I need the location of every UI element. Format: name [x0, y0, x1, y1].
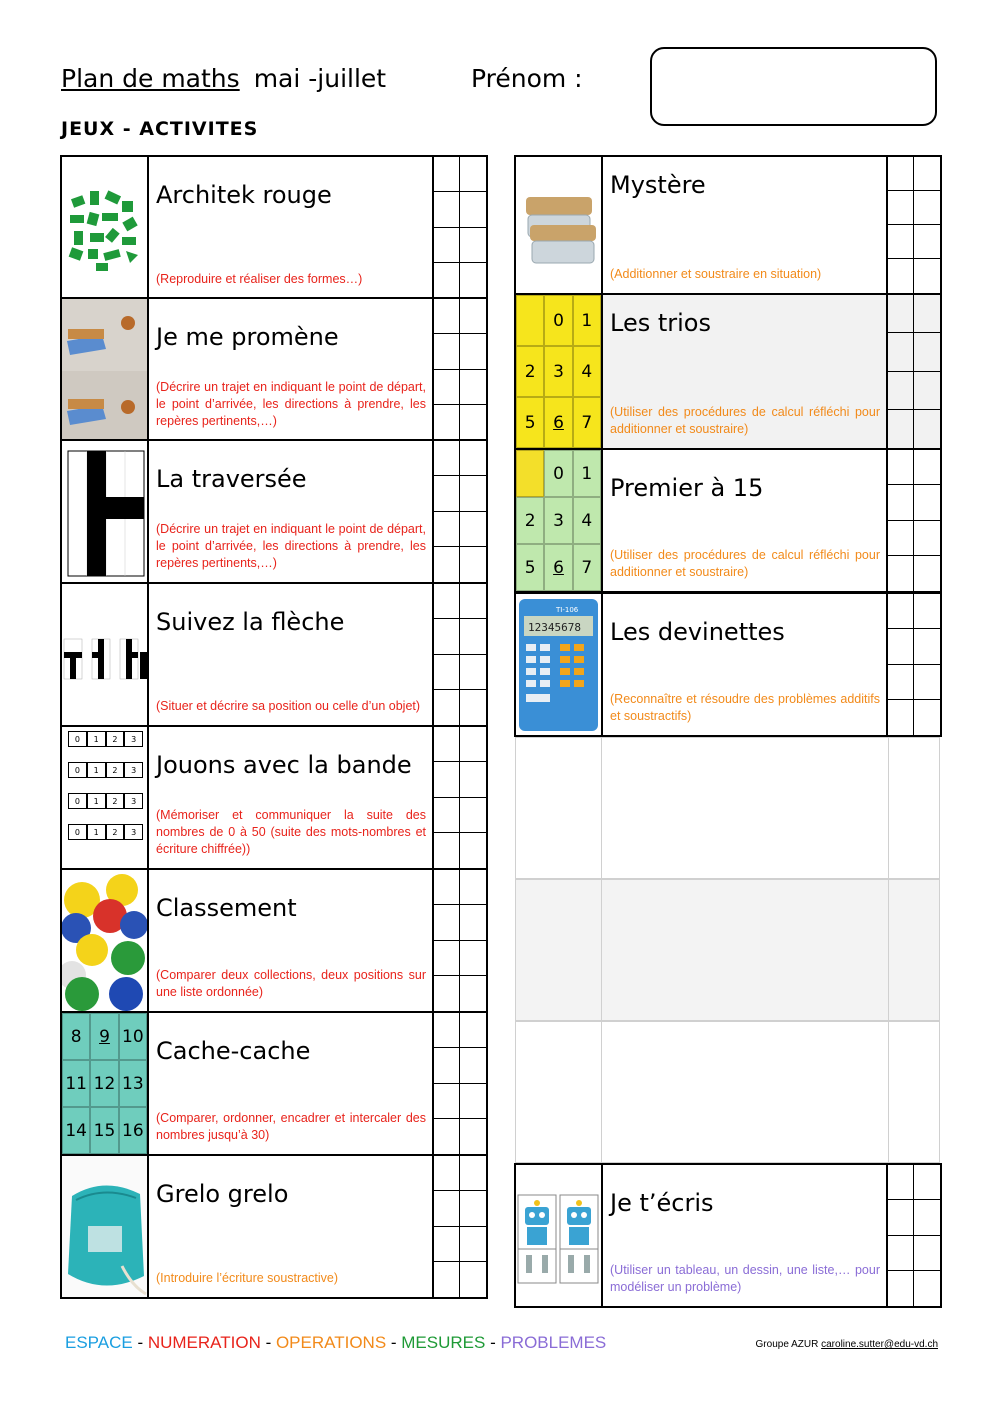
card-title: Les trios	[610, 309, 711, 337]
card-title: Je t’écris	[610, 1189, 714, 1217]
activity-card-devinettes	[514, 592, 942, 737]
checkbox-grid[interactable]	[432, 299, 486, 440]
card-title: Classement	[156, 894, 297, 922]
card-title: Les devinettes	[610, 618, 785, 646]
checkbox-grid[interactable]	[886, 295, 940, 448]
number-strip: 0 1 2 3	[68, 824, 143, 840]
card-description: (Reconnaître et résoudre des problèmes additifs et soustractifs)	[610, 692, 880, 723]
card-description: (Reproduire et réaliser des formes…)	[156, 272, 363, 286]
card-description: (Utiliser des procédures de calcul réfléchi pour additionner et soustraire)	[610, 548, 880, 579]
checkbox-grid[interactable]	[432, 157, 486, 298]
category-legend: ESPACE - NUMERATION - OPERATIONS - MESURES - PROBLEMES	[65, 1333, 607, 1352]
calculator-image	[516, 594, 603, 735]
card-description: (Comparer deux collections, deux positions sur une liste ordonnée)	[156, 968, 426, 999]
arrow-path-image	[62, 584, 149, 725]
prenom-label: Prénom :	[471, 64, 583, 93]
activity-card-premier-15	[514, 448, 942, 593]
green-blocks-image	[62, 157, 149, 298]
card-title: Suivez la flèche	[156, 608, 345, 636]
calculator-display: 12345678	[528, 621, 581, 634]
activity-card-je-tecris	[514, 1163, 942, 1308]
card-description: (Utiliser un tableau, un dessin, une liste,… pour modéliser un problème)	[610, 1263, 880, 1294]
calculator-brand: TI-106	[556, 606, 579, 614]
card-description: (Décrire un trajet en indiquant le point de départ, le point d’arrivée, les directions à prendre, les repères pertinents,…)	[156, 380, 426, 428]
checkbox-grid[interactable]	[432, 584, 486, 725]
empty-row	[515, 737, 940, 879]
activity-card-bande	[60, 725, 488, 870]
credit-email[interactable]: caroline.sutter@edu-vd.ch	[821, 1339, 938, 1350]
path-maze-image	[62, 441, 149, 582]
boxes-image	[516, 157, 603, 293]
card-title: Cache-cache	[156, 1037, 311, 1065]
number-strip: 0 1 2 3	[68, 731, 143, 747]
card-title: Architek rouge	[156, 181, 332, 209]
yellow-number-grid-image	[516, 295, 603, 448]
checkbox-grid[interactable]	[432, 1013, 486, 1154]
card-title: Je me promène	[156, 323, 339, 351]
card-description: (Additionner et soustraire en situation)	[610, 267, 822, 281]
activity-card-architek	[60, 155, 488, 300]
activity-card-classement	[60, 868, 488, 1013]
table-photo-image	[62, 299, 149, 440]
card-description: (Comparer, ordonner, encadrer et intercaler des nombres jusqu’à 30)	[156, 1111, 426, 1142]
legend-operations: OPERATIONS	[275, 1333, 387, 1352]
checkbox-grid[interactable]	[886, 1165, 940, 1306]
empty-row	[515, 1021, 940, 1163]
checkbox-grid[interactable]	[432, 727, 486, 868]
checkbox-grid[interactable]	[432, 1156, 486, 1297]
activity-card-fleche	[60, 582, 488, 727]
card-title: Jouons avec la bande	[156, 751, 412, 779]
checkbox-grid[interactable]	[886, 450, 940, 591]
legend-espace: ESPACE	[65, 1333, 133, 1352]
credit-group: Groupe AZUR	[755, 1339, 819, 1350]
activity-card-promene	[60, 297, 488, 442]
activity-card-traversee	[60, 439, 488, 584]
card-description: (Situer et décrire sa position ou celle d’un objet)	[156, 699, 421, 713]
title-months: mai -juillet	[253, 64, 387, 93]
prenom-input-box[interactable]	[650, 47, 937, 126]
title-main: Plan de maths	[61, 64, 240, 93]
legend-mesures: MESURES	[401, 1333, 486, 1352]
checkbox-grid[interactable]	[432, 870, 486, 1011]
empty-row	[515, 879, 940, 1021]
card-description: (Utiliser des procédures de calcul réfléchi pour additionner et soustraire)	[610, 405, 880, 436]
number-strip-image	[62, 727, 149, 868]
card-title: La traversée	[156, 465, 307, 493]
green-number-grid-image	[516, 450, 603, 591]
card-title: Premier à 15	[610, 474, 764, 502]
activity-card-mystere	[514, 155, 942, 295]
checkbox-grid[interactable]	[886, 157, 940, 293]
footer-credit	[756, 1339, 938, 1350]
section-subtitle: JEUX - ACTIVITES	[61, 118, 259, 140]
number-grid: 0 1 2 3 4 5 6 7	[516, 295, 601, 448]
activity-card-trios	[514, 293, 942, 450]
card-title: Mystère	[610, 171, 706, 199]
number-strip: 0 1 2 3	[68, 793, 143, 809]
activity-card-cache-cache	[60, 1011, 488, 1156]
bag-image	[62, 1156, 149, 1297]
legend-problemes: PROBLEMES	[500, 1333, 607, 1352]
page-title	[61, 64, 386, 93]
number-grid: 0 1 2 3 4 5 6 7	[516, 450, 601, 591]
card-description: (Introduire l’écriture soustractive)	[156, 1271, 339, 1285]
robots-image	[516, 1165, 603, 1306]
colored-tokens-image	[62, 870, 149, 1011]
card-description: (Décrire un trajet en indiquant le point de départ, le point d’arrivée, les directions à prendre, les repères pertinents,…)	[156, 522, 426, 570]
card-title: Grelo grelo	[156, 1180, 289, 1208]
number-strip: 0 1 2 3	[68, 762, 143, 778]
legend-numeration: NUMERATION	[147, 1333, 261, 1352]
checkbox-grid[interactable]	[886, 594, 940, 735]
card-description: (Mémoriser et communiquer la suite des nombres de 0 à 50 (suite des mots-nombres et écriture chiffrée))	[156, 808, 426, 856]
checkbox-grid[interactable]	[432, 441, 486, 582]
activity-card-grelo	[60, 1154, 488, 1299]
number-grid-image	[62, 1013, 149, 1154]
number-grid: 8 9 10 11 12 13 14 15 16	[62, 1013, 147, 1154]
